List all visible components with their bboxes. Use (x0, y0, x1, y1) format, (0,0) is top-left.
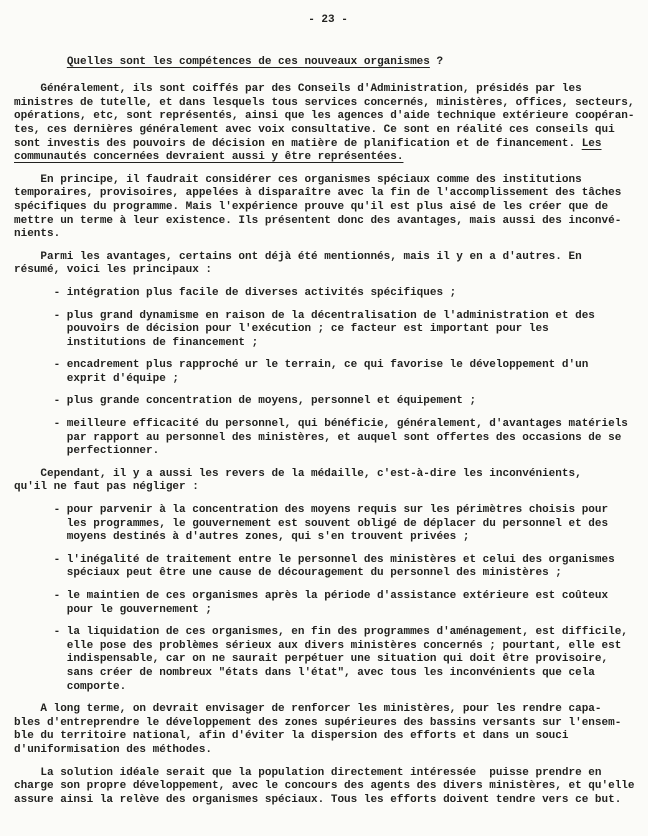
text-line: - plus grande concentration de moyens, personnel et équipement ; (14, 395, 477, 408)
text-line: résumé, voici les principaux : (14, 264, 213, 277)
advantage-item-3 (14, 359, 642, 386)
advantage-item-1 (14, 287, 642, 301)
text-line: qu'il ne faut pas négliger : (14, 481, 199, 494)
text-line: bles d'entreprendre le développement des zones supérieures des bassins versants sur l'ensem- (14, 716, 622, 729)
text-line: ble du territoire national, afin d'éviter la dispersion des efforts et dans un souci (14, 730, 569, 743)
paragraph-long-terme (14, 703, 642, 757)
text-line: institutions de financement ; (14, 336, 259, 349)
inconvenient-item-1 (14, 504, 642, 545)
paragraph-solution-ideale (14, 767, 642, 808)
text-line: tes, ces dernières généralement avec voix consultative. Ce sont en réalité ces conseils qui (14, 123, 615, 136)
advantage-item-5 (14, 418, 642, 459)
text-line: A long terme, on devrait envisager de renforcer les ministères, pour les rendre capa- (14, 703, 602, 716)
paragraph-institutions-temporaires (14, 174, 642, 242)
advantage-item-2 (14, 310, 642, 351)
text-line: - pour parvenir à la concentration des moyens requis sur les périmètres choisis pour (14, 504, 609, 517)
inconvenient-item-4 (14, 626, 642, 694)
text-line: - l'inégalité de traitement entre le personnel des ministères et celui des organismes (14, 553, 615, 566)
text-line: nients. (14, 228, 61, 241)
text-line: elle pose des problèmes sérieux aux divers ministères concernés ; pourtant, elle est (14, 639, 622, 652)
advantage-item-4 (14, 395, 642, 409)
page-number: - 23 - (308, 14, 348, 26)
text-line: assure ainsi la relève des organismes spéciaux. Tous les efforts doivent tendre vers ce but. (14, 793, 622, 806)
text-line: sont investis des pouvoirs de décision en matière de planification et de financement. Les (14, 137, 602, 150)
text-line: - intégration plus facile de diverses activités spécifiques ; (14, 286, 457, 299)
text-line: opérations, etc, sont représentés, ainsi que les agences d'aide technique extérieure coopéran- (14, 110, 635, 123)
text-line: La solution idéale serait que la population directement intéressée puisse prendre en (14, 766, 602, 779)
text-line: Quelles sont les compétences de ces nouveaux organismes ? (66, 55, 444, 68)
text-line: exprit d'équipe ; (14, 372, 180, 385)
text-line: communautés concernées devraient aussi y être représentées. (14, 151, 404, 164)
text-line: - le maintien de ces organismes après la période d'assistance extérieure est coûteux (14, 590, 609, 602)
text-line: comporte. (14, 680, 127, 693)
paragraph-conseils-administration (14, 83, 642, 165)
text-line: En principe, il faudrait considérer ces organismes spéciaux comme des institutions (14, 173, 582, 186)
text-line: mettre un terme à leur existence. Ils présentent donc des avantages, mais aussi des inconvé- (14, 214, 622, 227)
inconvenient-item-3 (14, 590, 642, 617)
text-line: pour le gouvernement ; (14, 603, 213, 616)
question-heading (14, 56, 642, 70)
text-line: moyens destinés à d'autres zones, qui s'en trouvent privées ; (14, 531, 470, 544)
text-line: Parmi les avantages, certains ont déjà été mentionnés, mais il y en a d'autres. En (14, 250, 582, 263)
paragraph-inconvenients-intro (14, 468, 642, 495)
paragraph-avantages-intro (14, 251, 642, 278)
text-line: - encadrement plus rapproché ur le terrain, ce qui favorise le développement d'un (14, 359, 589, 372)
text-line: spéciaux peut être une cause de découragement du personnel des ministères ; (14, 567, 562, 580)
text-line: indispensable, car on ne saurait perpétuer une situation qui doit être provisoire, (14, 653, 609, 666)
text-line: d'uniformisation des méthodes. (14, 743, 213, 756)
text-line: Généralement, ils sont coiffés par des Conseils d'Administration, présidés par les (14, 83, 582, 96)
text-line: - la liquidation de ces organismes, en fin des programmes d'aménagement, est difficile, (14, 626, 628, 639)
text-line: sans créer de nombreux "états dans l'état", avec tous les inconvénients que cela (14, 666, 595, 679)
text-line: charge son propre développement, avec le concours des agents des divers ministères, et qu'elle (14, 780, 635, 793)
text-line: - plus grand dynamisme en raison de la décentralisation de l'administration et des (14, 309, 595, 322)
inconvenient-item-2 (14, 554, 642, 581)
text-line: spécifiques du programme. Mais l'expérience prouve qu'il est plus aisé de les créer que de (14, 200, 609, 213)
text-line: les programmes, le gouvernement est souvent obligé de déplacer du personnel et des (14, 517, 609, 530)
text-line: par rapport au personnel des ministères, et auquel sont offertes des occasions de se (14, 431, 622, 444)
text-line: Cependant, il y a aussi les revers de la médaille, c'est-à-dire les inconvénients, (14, 467, 582, 480)
text-line: temporaires, provisoires, appelées à disparaître avec la fin de l'accomplissement des tâches (14, 187, 622, 200)
text-line: ministres de tutelle, et dans lesquels tous services concernés, ministères, offices, secteurs, (14, 96, 635, 109)
text-line: pouvoirs de décision pour l'exécution ; ce facteur est important pour les (14, 323, 549, 336)
text-line: perfectionner. (14, 445, 160, 458)
document-body (14, 56, 642, 808)
text-line: - meilleure efficacité du personnel, qui bénéficie, généralement, d'avantages matériels (14, 418, 628, 431)
